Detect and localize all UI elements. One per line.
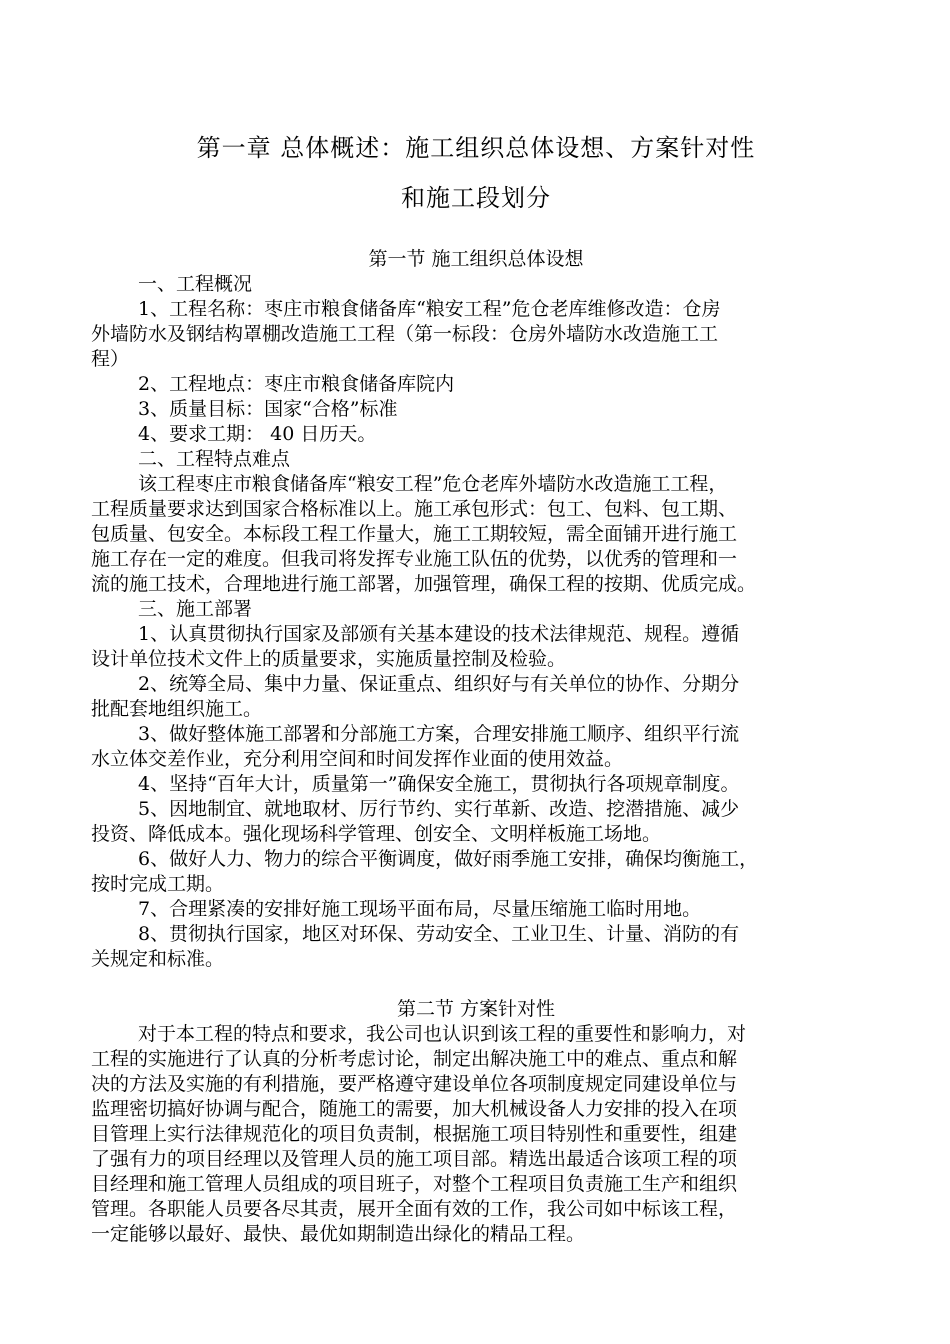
paragraph-line: 一定能够以最好、最快、最优如期制造出绿化的精品工程。 — [91, 1223, 586, 1245]
paragraph-line: 外墙防水及钢结构罩棚改造施工工程（第一标段：仓房外墙防水改造施工工 — [91, 323, 719, 345]
paragraph-line: 4、坚持“百年大计，质量第一”确保安全施工，贯彻执行各项规章制度。 — [138, 773, 740, 795]
paragraph-line: 2、工程地点：枣庄市粮食储备库院内 — [138, 373, 455, 395]
paragraph-line: 关规定和标准。 — [91, 948, 225, 970]
paragraph-line: 3、质量目标：国家“合格”标准 — [138, 398, 398, 420]
paragraph-line: 2、统筹全局、集中力量、保证重点、组织好与有关单位的协作、分期分 — [138, 673, 740, 695]
paragraph-line: 该工程枣庄市粮食储备库“粮安工程”危仓老库外墙防水改造施工工程， — [138, 473, 728, 495]
paragraph-line: 包质量、包安全。本标段工程工作量大，施工工期较短，需全面铺开进行施工 — [91, 523, 738, 545]
paragraph-line: 3、做好整体施工部署和分部施工方案，合理安排施工顺序、组织平行流 — [138, 723, 740, 745]
paragraph-line: 5、因地制宜、就地取材、厉行节约、实行革新、改造、挖潜措施、减少 — [138, 798, 740, 820]
paragraph-line: 1、认真贯彻执行国家及部颁有关基本建设的技术法律规范、规程。遵循 — [138, 623, 740, 645]
section-1-title: 第一节 施工组织总体设想 — [368, 248, 584, 270]
paragraph-line: 目经理和施工管理人员组成的项目班子，对整个工程项目负责施工生产和组织 — [91, 1173, 738, 1195]
paragraph-line: 7、合理紧凑的安排好施工现场平面布局，尽量压缩施工临时用地。 — [138, 898, 702, 920]
paragraph-line: 8、贯彻执行国家，地区对环保、劳动安全、工业卫生、计量、消防的有 — [138, 923, 740, 945]
paragraph-line: 投资、降低成本。强化现场科学管理、创安全、文明样板施工场地。 — [91, 823, 662, 845]
paragraph-line: 对于本工程的特点和要求，我公司也认识到该工程的重要性和影响力，对 — [138, 1023, 747, 1045]
paragraph-line: 管理。各职能人员要各尽其责，展开全面有效的工作，我公司如中标该工程， — [91, 1198, 738, 1220]
section-2-title: 第二节 方案针对性 — [396, 998, 556, 1020]
heading-project-overview: 一、工程概况 — [138, 273, 253, 295]
paragraph-line: 监理密切搞好协调与配合，随施工的需要，加大机械设备人力安排的投入在项 — [91, 1098, 738, 1120]
paragraph-line: 目管理上实行法律规范化的项目负责制，根据施工项目特别性和重要性，组建 — [91, 1123, 738, 1145]
paragraph-line: 6、做好人力、物力的综合平衡调度，做好雨季施工安排，确保均衡施工， — [138, 848, 759, 870]
paragraph-line: 工程质量要求达到国家合格标准以上。施工承包形式：包工、包料、包工期、 — [91, 498, 738, 520]
paragraph-line: 工程的实施进行了认真的分析考虑讨论，制定出解决施工中的难点、重点和解 — [91, 1048, 738, 1070]
paragraph-line: 决的方法及实施的有利措施，要严格遵守建设单位各项制度规定同建设单位与 — [91, 1073, 738, 1095]
chapter-title-line-1: 第一章 总体概述：施工组织总体设想、方案针对性 — [196, 134, 756, 162]
paragraph-line: 施工存在一定的难度。但我司将发挥专业施工队伍的优势，以优秀的管理和一 — [91, 548, 738, 570]
paragraph-line: 按时完成工期。 — [91, 873, 225, 895]
paragraph-line: 程） — [91, 348, 130, 370]
paragraph-line: 水立体交差作业，充分利用空间和时间发挥作业面的使用效益。 — [91, 748, 624, 770]
paragraph-line: 4、要求工期： 40 日历天。 — [138, 423, 377, 445]
paragraph-line: 了强有力的项目经理以及管理人员的施工项目部。精选出最适合该项工程的项 — [91, 1148, 738, 1170]
heading-construction-deployment: 三、施工部署 — [138, 598, 253, 620]
paragraph-line: 设计单位技术文件上的质量要求，实施质量控制及检验。 — [91, 648, 567, 670]
chapter-title-line-2: 和施工段划分 — [401, 184, 551, 212]
heading-project-features: 二、工程特点难点 — [138, 448, 291, 470]
paragraph-line: 1、工程名称：枣庄市粮食储备库“粮安工程”危仓老库维修改造：仓房 — [138, 298, 721, 320]
paragraph-line: 流的施工技术，合理地进行施工部署，加强管理，确保工程的按期、优质完成。 — [91, 573, 757, 595]
paragraph-line: 批配套地组织施工。 — [91, 698, 263, 720]
